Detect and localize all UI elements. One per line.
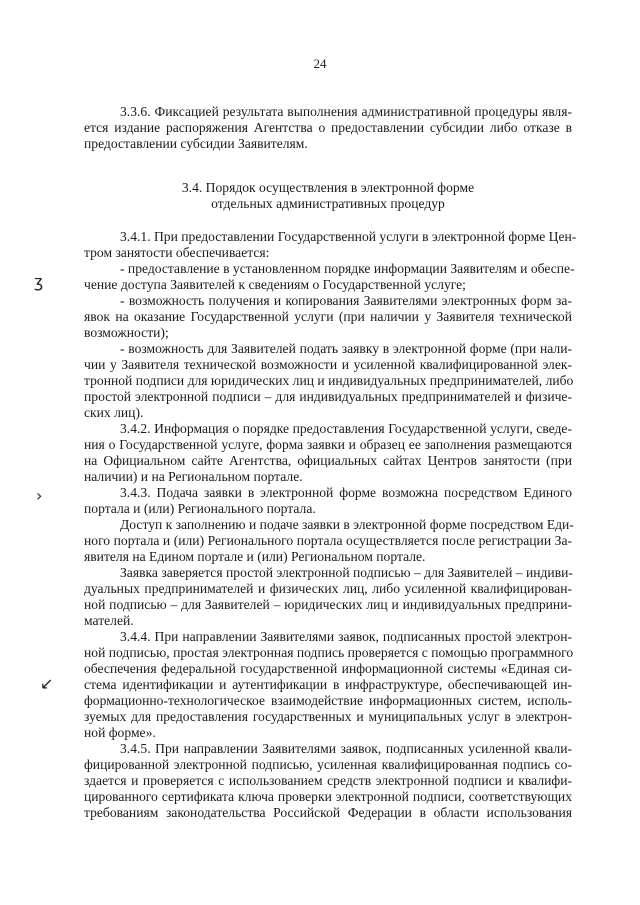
text-line: фицированной электронной подписью, усиленная квалифицированная подпись со-	[84, 757, 572, 772]
text-line: возможности);	[84, 325, 169, 340]
text-line: 3.4.5. При направлении Заявителями заявок, подписанных усиленной квали-	[120, 741, 572, 756]
text-line: ной форме».	[84, 725, 156, 740]
text-line: тром занятости обеспечивается:	[84, 245, 270, 260]
text-line: ной подписью – для Заявителей – юридических лиц и индивидуальных предприни-	[84, 597, 572, 612]
text-line: портала и (или) Регионального портала.	[84, 501, 316, 516]
text-line: - предоставление в установленном порядке информации Заявителям и обеспе-	[120, 261, 575, 276]
margin-checkmark-icon: ʒ	[34, 272, 44, 291]
text-line: ния о Государственной услуге, форма заявки и образец ее заполнения размещаются	[84, 437, 572, 452]
text-line: 3.3.6. Фиксацией результата выполнения административной процедуры явля-	[120, 104, 572, 119]
text-line: явителя на Едином портале и (или) Региональном портале.	[84, 549, 426, 564]
text-line: мателей.	[84, 613, 134, 628]
text-line: требованиям законодательства Российской Федерации в области использования	[84, 805, 572, 820]
text-line: простой электронной подписи – для индивидуальных предпринимателей и физиче-	[84, 389, 572, 404]
text-line: на Официальном сайте Агентства, официальных сайтах Центров занятости (при	[84, 453, 572, 468]
text-line: - возможность получения и копирования Заявителями электронных форм за-	[120, 293, 572, 308]
text-line: здается и проверяется с использованием средств электронной подписи и квалифи-	[84, 773, 572, 788]
text-line: Заявка заверяется простой электронной подписью – для Заявителей – индиви-	[120, 565, 573, 580]
text-line: ной подписью, простая электронная подпись проверяется с помощью программного	[84, 645, 574, 660]
text-line: дуальных предпринимателей и физических лиц, либо усиленной квалифицирован-	[84, 581, 572, 596]
text-line: 3.4.4. При направлении Заявителями заявок, подписанных простой электрон-	[120, 629, 572, 644]
text-line: ских лиц).	[84, 405, 144, 420]
text-line: - возможность для Заявителей подать заявку в электронной форме (при нали-	[120, 341, 572, 356]
text-line: стема идентификации и аутентификации в инфраструктуре, обеспечивающей ин-	[84, 677, 572, 692]
text-line: Доступ к заполнению и подаче заявки в электронной форме посредством Еди-	[120, 517, 574, 532]
text-line: формационно-технологическое взаимодействие информационных систем, исполь-	[84, 693, 572, 708]
text-line: зуемых для предоставления государственных и муниципальных услуг в электрон-	[84, 709, 572, 724]
text-line: 3.4.3. Подача заявки в электронной форме возможна посредством Единого	[120, 485, 572, 500]
text-line: предоставлении субсидии Заявителям.	[84, 136, 308, 151]
text-line: 3.4.2. Информация о порядке предоставления Государственной услуги, сведе-	[120, 421, 572, 436]
page-number: 24	[313, 56, 327, 71]
text-line: обеспечения федеральной государственной информационной системы «Единая си-	[84, 661, 572, 676]
section-heading-line: 3.4. Порядок осуществления в электронной форме	[181, 180, 475, 195]
text-line: 3.4.1. При предоставлении Государственной услуги в электронной форме Цен-	[120, 229, 577, 244]
text-line: тронной подписи для юридических лиц и индивидуальных предпринимателей, либо	[84, 373, 574, 388]
text-line: ется издание распоряжения Агентства о предоставлении субсидии либо отказе в	[84, 120, 572, 135]
text-line: чение доступа Заявителей к сведениям о Государственной услуге;	[84, 277, 466, 292]
text-line: чии у Заявителя технической возможности и усиленной квалифицированной элек-	[84, 357, 572, 372]
margin-checkmark-icon: ↙	[40, 674, 54, 693]
text-line: наличии) и на Региональном портале.	[84, 469, 303, 484]
text-line: явок на оказание Государственной услуги (при наличии у Заявителя технической	[84, 309, 572, 324]
text-line: ного портала и (или) Регионального портала осуществляется после регистрации За-	[84, 533, 572, 548]
section-heading-line: отдельных административных процедур	[211, 196, 445, 211]
margin-checkmark-icon: ›	[36, 486, 43, 505]
text-line: цированного сертификата ключа проверки электронной подписи, соответствующих	[84, 789, 572, 804]
